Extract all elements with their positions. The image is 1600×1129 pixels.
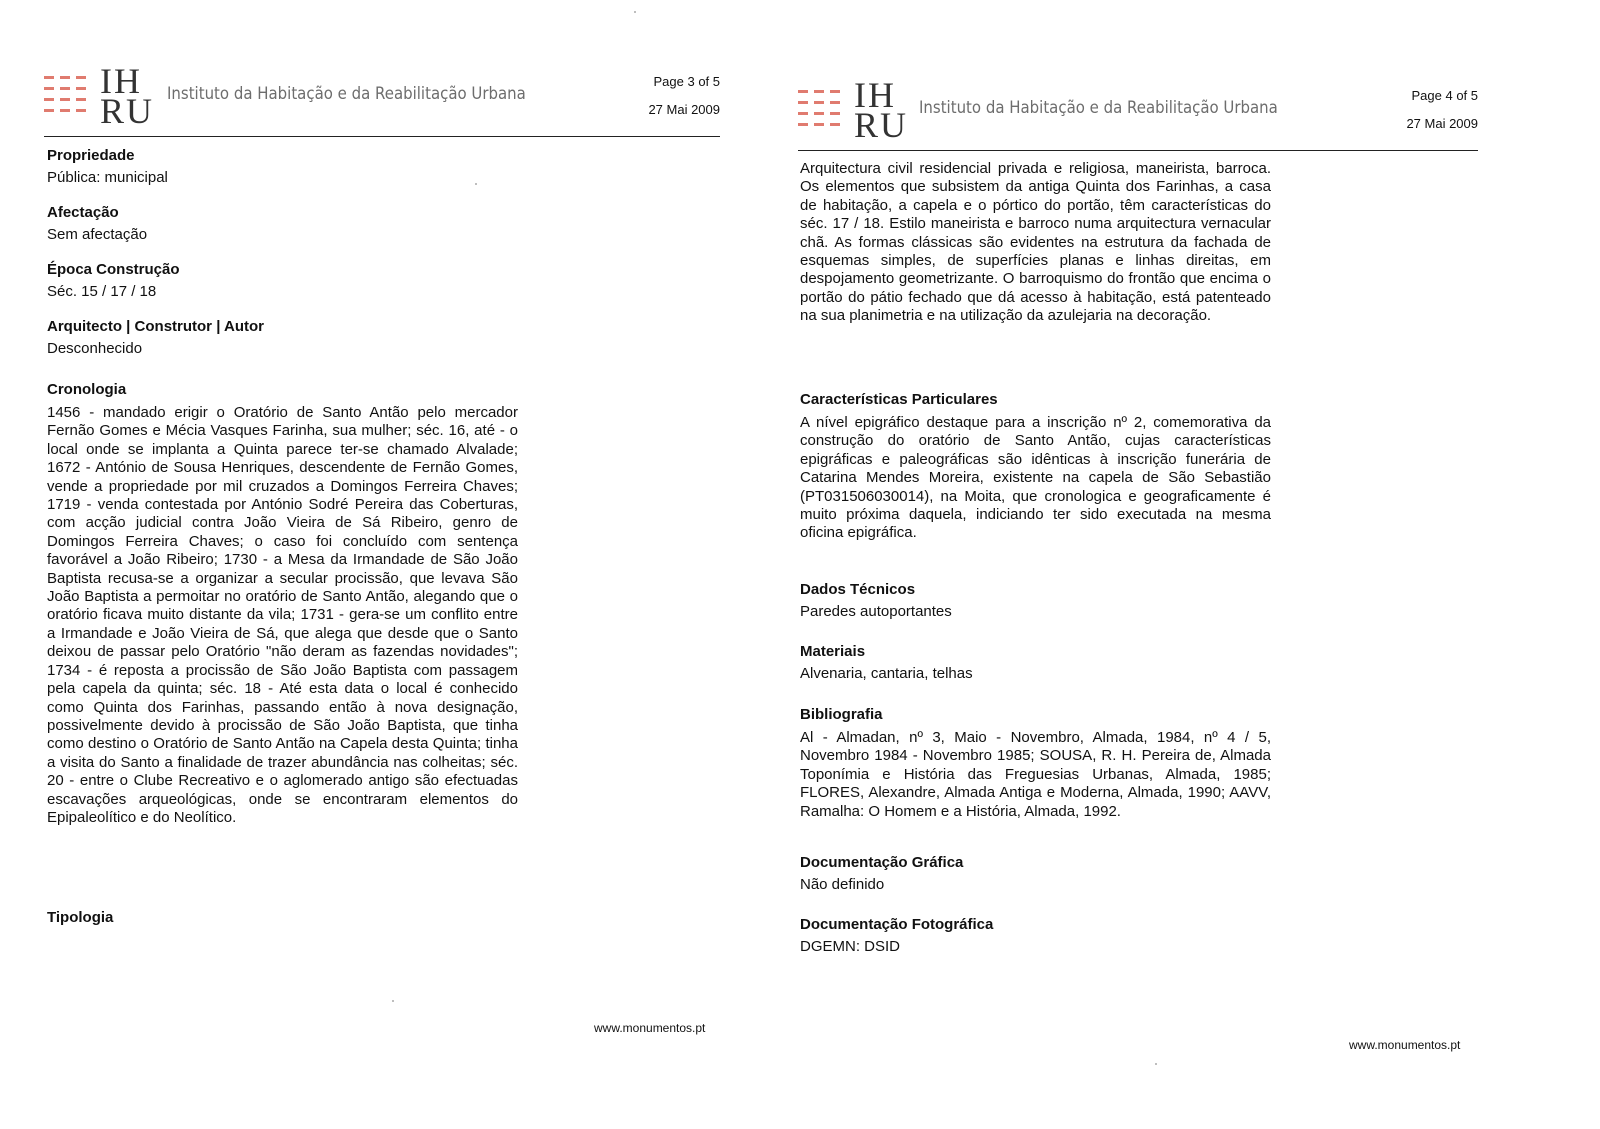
- section-bibliografia: [800, 705, 1271, 821]
- section-arquitecto: [47, 317, 527, 359]
- document-page-4: [760, 0, 1600, 1129]
- section-title: Documentação Fotográfica: [800, 916, 994, 933]
- scan-speck: [1155, 1063, 1157, 1065]
- section-title: Propriedade: [47, 147, 135, 164]
- section-title: Materiais: [800, 643, 866, 660]
- page-meta: [1380, 82, 1478, 138]
- section-body: A nível epigráfico destaque para a inscrição nº 2, comemorativa da construção do oratório de Santo Antão, cujas características epigráficas e paleográficas são idênticas à inscrição funerária de Catarina Mendes Moreira, existente na capela de São Sebastião (PT031506030014), na Moita, que cronologica e geograficamente é muito próxima daquela, indiciando ter sido executada na mesma oficina epigráfica.: [800, 414, 1271, 542]
- section-value: Alvenaria, cantaria, telhas: [800, 665, 973, 682]
- section-title: Cronologia: [47, 381, 127, 398]
- page-meta: [620, 68, 720, 124]
- logo-mark: IH RU: [100, 61, 155, 131]
- footer-url: www.monumentos.pt: [1349, 1038, 1461, 1052]
- page-number: Page 4 of 5: [1411, 88, 1478, 103]
- section-caracteristicas: [800, 390, 1271, 543]
- scan-speck: [475, 183, 477, 185]
- section-body: Arquitectura civil residencial privada e religiosa, maneirista, barroca. Os elementos que subsistem da antiga Quinta dos Farinhas, a casa de habitação, a capela e o pórtico do portão, têm características do séc. 17 / 18. Estilo maneirista e barroco numa arquitectura vernacular chã. As formas clássicas são evidentes na estrutura da fachada de esquemas simples, de superfícies planas e linhas direitas, em despojamento geometrizante. O barroquismo do frontão que encima o portão do pátio fechado que dá acesso à habitação, está patenteado na sua planimetria e na utilização da azulejaria na decoração.: [800, 160, 1271, 325]
- ihru-logo: [44, 61, 184, 142]
- scan-speck: [392, 1000, 394, 1002]
- ihru-logo: [798, 75, 938, 156]
- header-rule: [44, 136, 720, 137]
- section-value: DGEMN: DSID: [800, 938, 901, 955]
- section-documentacao-fotografica: [800, 915, 1271, 957]
- section-value: Desconhecido: [47, 340, 143, 357]
- document-page-3: [0, 0, 760, 1129]
- section-title: Afectação: [47, 204, 119, 221]
- section-value: Paredes autoportantes: [800, 603, 952, 620]
- section-title: Arquitecto | Construtor | Autor: [47, 318, 264, 335]
- section-title: Tipologia: [47, 909, 114, 926]
- section-title: Época Construção: [47, 261, 180, 278]
- institute-name: Instituto da Habitação e da Reabilitação Urbana: [919, 98, 1278, 118]
- section-value: Séc. 15 / 17 / 18: [47, 283, 157, 300]
- section-epoca-construcao: [47, 260, 527, 302]
- section-title: Documentação Gráfica: [800, 854, 964, 871]
- section-value: Sem afectação: [47, 226, 148, 243]
- section-tipologia: [47, 908, 527, 928]
- section-dados-tecnicos: [800, 580, 1271, 622]
- page-date: 27 Mai 2009: [1406, 116, 1478, 131]
- section-propriedade: [47, 146, 527, 188]
- logo-dashes-icon: [798, 90, 846, 134]
- footer-url: www.monumentos.pt: [594, 1021, 706, 1035]
- section-afectacao: [47, 203, 527, 245]
- logo-mark: IH RU: [854, 75, 909, 145]
- section-title: Dados Técnicos: [800, 581, 916, 598]
- section-cronologia: [47, 380, 518, 827]
- logo-dashes-icon: [44, 76, 92, 120]
- section-materiais: [800, 642, 1271, 684]
- page-number: Page 3 of 5: [653, 74, 720, 89]
- institute-name: Instituto da Habitação e da Reabilitação Urbana: [167, 84, 526, 104]
- section-body: 1456 - mandado erigir o Oratório de Santo Antão pelo mercador Fernão Gomes e Mécia Vasques Farinha, sua mulher; séc. 16, até - o local onde se implanta a Quinta parece ter-se chamado Alvalade; 1672 - António de Sousa Henriques, descendente de Fernão Gomes, vende a propriedade por mil cruzados a Domingos Ferreira Chaves; 1719 - venda contestada por António Sodré Pereira das Coberturas, com acção judicial contra João Vieira de Sá Ribeiro, genro de Domingos Ferreira Chaves; o caso foi concluído com sentença favorável a João Ribeiro; 1730 - a Mesa da Irmandade de São João Baptista recusa-se a organizar a secular procissão, que levava São João Baptista a permoitar no oratório de Santo Antão, alegando que o oratório ficava muito distante da vila; 1731 - gera-se um conflito entre a Irmandade e João Vieira de Sá, que alega que desde que o Santo deixou de passar pelo Oratório "não deram as fazendas novidades"; 1734 - é reposta a procissão de São João Baptista com passagem pela capela da quinta; séc. 18 - Até esta data o local é conhecido como Quinta dos Farinhas, passando então à nova designação, possivelmente devido à procissão de São João Baptista, que tinha como destino o Oratório de Santo Antão na Capela desta Quinta; tinha a visita do Santo a finalidade de trazer abundância nas colheitas; séc. 20 - entre o Clube Recreativo e o aglomerado antigo são efectuadas escavações arqueológicas, onde se encontraram elementos do Epipaleolítico e do Neolítico.: [47, 404, 518, 826]
- section-title: Bibliografia: [800, 706, 883, 723]
- section-title: Características Particulares: [800, 391, 998, 408]
- section-intro: [800, 160, 1271, 326]
- section-body: Al - Almadan, nº 3, Maio - Novembro, Almada, 1984, nº 4 / 5, Novembro 1984 - Novembro 1985; SOUSA, R. H. Pereira de, Almada Toponímia e História das Freguesias Urbanas, Almada, 1985; FLORES, Alexandre, Almada Antiga e Moderna, Almada, 1990; AAVV, Ramalha: O Homem e a História, Almada, 1992.: [800, 729, 1271, 820]
- section-value: Não definido: [800, 876, 885, 893]
- page-date: 27 Mai 2009: [648, 102, 720, 117]
- scan-speck: [634, 11, 636, 13]
- section-value: Pública: municipal: [47, 169, 168, 186]
- section-documentacao-grafica: [800, 853, 1271, 895]
- header-rule: [798, 150, 1478, 151]
